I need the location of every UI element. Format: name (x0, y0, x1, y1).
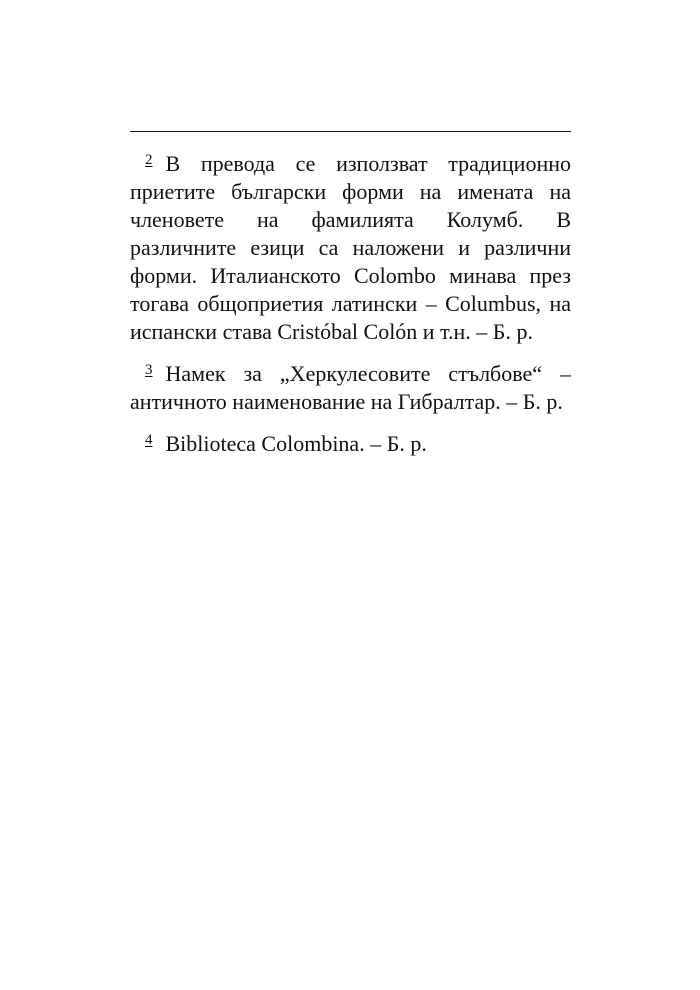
footnote-ref-4[interactable]: 4 (145, 432, 153, 448)
footnote-2 (130, 150, 571, 346)
footnote-separator-rule (130, 131, 571, 132)
footnotes-section (130, 150, 571, 472)
footnote-2-text: В превода се използват традиционно приетите български форми на имената на членовете на фамилията Колумб. В различните езици са наложени и различни форми. Италианското Colombo минава през тогава общоприетия латински – Columbus, на испански става Cristóbal Colón и т.н. – Б. р. (130, 151, 571, 344)
footnote-4 (130, 430, 571, 458)
footnote-4-text: Biblioteca Colombina. – Б. р. (165, 431, 427, 456)
footnote-3-text: Намек за „Херкулесовите стълбове“ – античното наименование на Гибралтар. – Б. р. (130, 361, 571, 414)
footnote-ref-2[interactable]: 2 (145, 152, 153, 168)
footnote-3 (130, 360, 571, 416)
footnote-ref-3[interactable]: 3 (145, 362, 153, 378)
